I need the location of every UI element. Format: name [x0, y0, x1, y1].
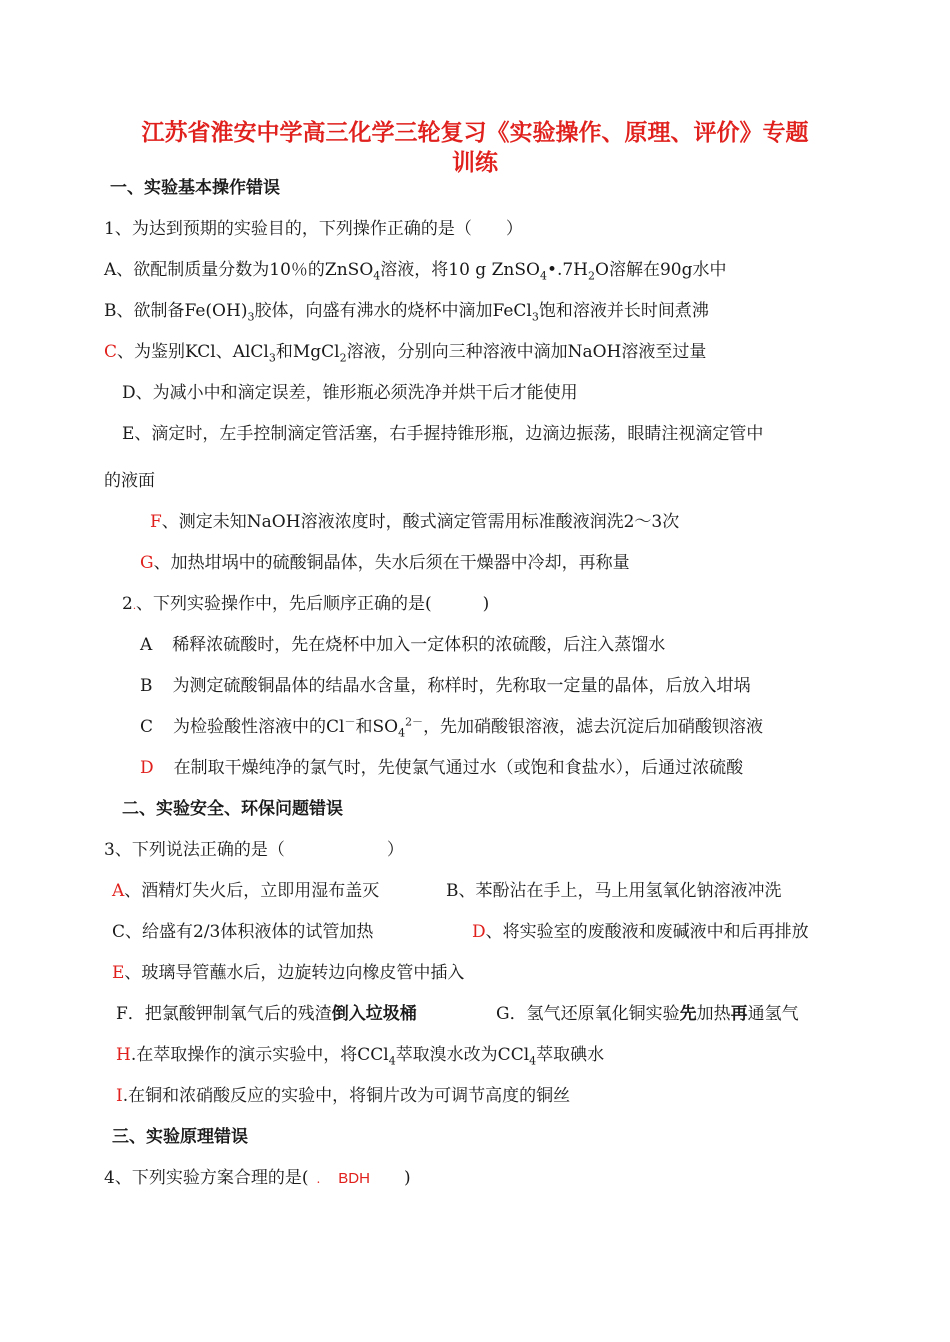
subscript: 3: [247, 310, 255, 324]
q3-option-i: [116, 1084, 570, 1108]
q2-option-a-text: 稀释浓硫酸时，先在烧杯中加入一定体积的浓硫酸，后注入蒸馏水: [172, 635, 666, 655]
q1-option-a: [104, 258, 726, 282]
q3-option-h-text: 萃取碘水: [536, 1045, 605, 1065]
q2-option-b: [140, 674, 751, 698]
question-4-text: 4、下列实验方案合理的是(: [104, 1168, 309, 1188]
question-number: 2: [122, 594, 133, 614]
option-letter: A: [140, 635, 153, 655]
q3-option-g-text: 通氢气: [747, 1004, 799, 1024]
q2-option-c-text: 和SO: [355, 717, 399, 737]
q1-option-g-text: 、加热坩埚中的硫酸铜晶体，失水后须在干燥器中冷却，再称量: [153, 553, 630, 573]
question-4-text: ): [369, 1168, 411, 1188]
subscript: 4: [388, 1054, 396, 1068]
question-1-stem: 1、为达到预期的实验目的，下列操作正确的是（ ）: [104, 219, 523, 239]
subscript: 4: [373, 269, 381, 283]
subscript: 4: [398, 726, 406, 740]
q1-option-e-line2: 的液面: [104, 471, 155, 491]
q1-option-e-line1: E、滴定时，左手控制滴定管活塞，右手握持锥形瓶，边滴边振荡，眼睛注视滴定管中: [122, 424, 764, 444]
q3-option-i-text: .在铜和浓硝酸反应的实验中，将铜片改为可调节高度的铜丝: [122, 1086, 571, 1106]
q3-option-c: C、给盛有2/3体积液体的试管加热: [112, 922, 374, 942]
q2-option-c-text: ，先加硝酸银溶液，滤去沉淀后加硝酸钡溶液: [423, 717, 764, 737]
q3-option-h-text: .在萃取操作的演示实验中，将CCl: [130, 1045, 389, 1065]
q3-option-h-text: 萃取溴水改为CCl: [395, 1045, 530, 1065]
q1-option-a-text: A、欲配制质量分数为10％的ZnSO: [104, 260, 374, 280]
q1-option-d: D、为减小中和滴定误差，锥形瓶必须洗净并烘干后才能使用: [122, 383, 578, 403]
q2-option-c: [140, 715, 763, 739]
answer-mark: D: [140, 758, 154, 778]
emphasis-text: 再: [730, 1004, 748, 1024]
answer-mark: D: [472, 922, 486, 942]
q3-option-g-text: G．氢气还原氧化铜实验: [496, 1004, 680, 1024]
q1-option-b-text: 胶体，向盛有沸水的烧杯中滴加FeCl: [254, 301, 532, 321]
q2-option-d-text: 在制取干燥纯净的氯气时，先使氯气通过水（或饱和食盐水），后通过浓硫酸: [173, 758, 744, 778]
answer-mark: E: [112, 963, 125, 983]
superscript: 2－: [405, 715, 424, 729]
q1-option-f-text: 、测定未知NaOH溶液浓度时，酸式滴定管需用标准酸液润洗2～3次: [161, 512, 680, 532]
section-heading-1: 一、实验基本操作错误: [110, 178, 280, 198]
q3-option-d: [472, 920, 809, 944]
subscript: 4: [539, 269, 547, 283]
q2-option-d: [140, 756, 743, 780]
section-heading-2: 二、实验安全、环保问题错误: [122, 799, 343, 819]
q1-option-c: [104, 340, 706, 364]
q1-option-c-text: 溶液，分别向三种溶液中滴加NaOH溶液至过量: [346, 342, 707, 362]
q1-option-c-text: 和MgCl: [275, 342, 340, 362]
document-title-line1: 江苏省淮安中学高三化学三轮复习《实验操作、原理、评价》专题: [141, 119, 809, 146]
answer-mark: G: [140, 553, 154, 573]
q2-option-a: [140, 633, 665, 657]
emphasis-text: 先: [679, 1004, 697, 1024]
q1-option-g: [140, 551, 630, 575]
subscript: 3: [531, 310, 539, 324]
superscript: －: [344, 715, 356, 729]
answer-text: BDH: [338, 1170, 370, 1187]
q3-option-g: [496, 1002, 799, 1026]
q1-option-c-text: 、为鉴别KCl、AlCl: [117, 342, 269, 362]
subscript: 2: [588, 269, 596, 283]
q2-option-b-text: 为测定硫酸铜晶体的结晶水含量，称样时，先称取一定量的晶体，后放入坩埚: [172, 676, 751, 696]
q3-option-e: [112, 961, 464, 985]
q1-option-b: [104, 299, 709, 323]
subscript: 3: [268, 351, 276, 365]
answer-mark: .: [132, 601, 137, 612]
q2-option-c-text: 为检验酸性溶液中的Cl: [173, 717, 345, 737]
document-title-line2: 训练: [452, 149, 498, 176]
q1-option-b-text: 饱和溶液并长时间煮沸: [538, 301, 709, 321]
answer-mark: .: [316, 1172, 321, 1186]
section-heading-3: 三、实验原理错误: [112, 1127, 248, 1147]
q3-option-e-text: 、玻璃导管蘸水后，边旋转边向橡皮管中插入: [124, 963, 465, 983]
option-letter: B: [140, 676, 153, 696]
q3-option-g-text: 加热: [696, 1004, 731, 1024]
subscript: 2: [339, 351, 347, 365]
option-letter: C: [140, 717, 154, 737]
subscript: 4: [529, 1054, 537, 1068]
question-2-stem: [122, 592, 489, 619]
emphasis-text: 倒入垃圾桶: [331, 1004, 417, 1024]
answer-mark: F: [150, 512, 162, 532]
question-4-stem: [104, 1166, 411, 1191]
q1-option-b-text: B、欲制备Fe(OH): [104, 301, 248, 321]
question-2-text: 、下列实验操作中，先后顺序正确的是( ): [136, 594, 490, 614]
answer-mark: A: [112, 881, 125, 901]
q3-option-f-text: F．把氯酸钾制氧气后的残渣: [116, 1004, 332, 1024]
answer-mark: H: [116, 1045, 131, 1065]
answer-mark: C: [104, 342, 118, 362]
q1-option-a-text: 溶液，将10 g ZnSO: [380, 260, 540, 280]
q1-option-a-text: •.7H: [546, 260, 589, 280]
q3-option-a-text: 、酒精灯失火后，立即用湿布盖灭: [124, 881, 380, 901]
q1-option-a-text: O溶解在90g水中: [595, 260, 727, 280]
q3-option-d-text: 、将实验室的废酸液和废碱液中和后再排放: [485, 922, 809, 942]
q3-option-a: [112, 879, 379, 903]
answer-mark: I: [116, 1086, 123, 1106]
q3-option-h: [116, 1043, 604, 1067]
q3-option-f: [116, 1002, 417, 1026]
q1-option-f: [150, 510, 679, 534]
q3-option-b: B、苯酚沾在手上，马上用氢氧化钠溶液冲洗: [446, 881, 782, 901]
question-3-stem: 3、下列说法正确的是（ ）: [104, 840, 404, 860]
